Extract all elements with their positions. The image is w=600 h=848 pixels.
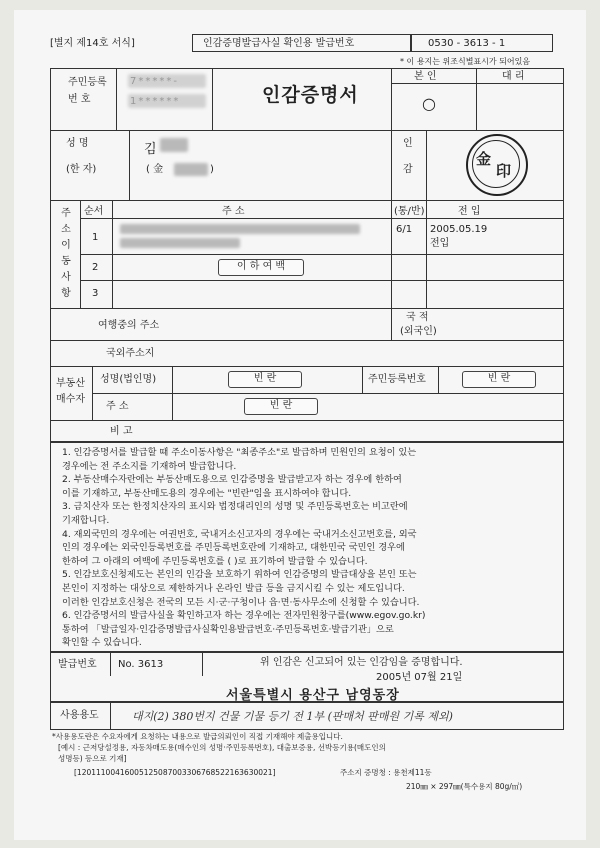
note-line: 이러한 인감보호신청은 전국의 모든 시·군·구청이나 읍·면·동사무소에 신청할 수 있습니다. [62, 596, 420, 608]
rrn-redaction [128, 74, 206, 88]
rrn-redaction [128, 94, 206, 108]
name-hanja-suffix: ) [210, 164, 214, 175]
issue-number-label: 발급번호 [58, 659, 97, 670]
buyer-address-label: 주 소 [106, 401, 129, 412]
note-line: 확인할 수 있습니다. [62, 637, 142, 649]
seal-stamp [466, 134, 528, 196]
address-row-1-ban: 6/1 [396, 224, 413, 235]
address-row-1-order: 1 [92, 232, 99, 243]
name-surname: 김 [144, 142, 157, 157]
rrn-label-line1: 주민등록 [68, 77, 107, 88]
nationality-label-2: (외국인) [400, 326, 437, 337]
remarks-label: 비 고 [110, 426, 133, 437]
certify-text: 위 인감은 신고되어 있는 인감임을 증명합니다. [260, 657, 463, 668]
issuer-office: 주소지 증명청 : 용천제11동 [340, 768, 432, 777]
seal-char-1: 金 [476, 150, 492, 168]
note-line: 2. 부동산매수자란에는 부동산매도용으로 인감증명을 발급받고자 하는 경우에 한하여 [62, 474, 402, 486]
address-row-1-move: 전입 [430, 238, 450, 249]
issue-number-value: No. 3613 [118, 659, 164, 670]
note-line: 인의 경우에는 외국인등록번호를 주민등록번호란에 기재하고, 대한민국 국민인 경우에 [62, 542, 405, 554]
address-redaction [120, 238, 240, 248]
issue-date: 2005년 07월 21일 [376, 672, 463, 683]
address-row-2-order: 2 [92, 262, 99, 273]
usage-value: 대지(2) 380번지 건물 기물 등기 전 1부 (판매처 판매원 기록 제외) [132, 710, 453, 723]
usage-footnote-1: *사용용도란은 수요자에게 요청하는 내용으로 발급의뢰인이 직접 기재해야 제출용입니다. [52, 732, 343, 741]
hanja-redaction [174, 163, 208, 176]
forgery-note: * 이 용지는 위조식별표시가 되어있음 [400, 57, 531, 66]
blank-below-stamp: 이 하 여 백 [218, 259, 304, 276]
form-label: [별지 제14호 서식] [50, 38, 135, 49]
seal-label-2: 감 [403, 164, 413, 175]
issue-title-box [192, 34, 411, 52]
note-line: 본인이 지정하는 대상으로 제한하거나 온라인 발급 등을 금지시킬 수 있는 제도입니다. [62, 582, 405, 594]
buyer-rrn-blank: 빈 란 [462, 371, 536, 388]
realestate-label-1: 부동산 [56, 378, 85, 389]
address-row-3-order: 3 [92, 288, 99, 299]
name-hanja-prefix: ( 金 [146, 164, 164, 175]
nationality-label-1: 국 적 [406, 312, 429, 323]
usage-footnote-2: [예시 : 근저당설정용, 자동차매도용(매수인의 성명·주민등록번호), 대출보증용, 선박등기용(매도인의 [58, 743, 386, 752]
name-label: 성 명 [66, 138, 89, 149]
usage-label: 사용용도 [60, 710, 99, 721]
address-row-1-date: 2005.05.19 [430, 224, 488, 235]
note-line: 1. 인감증명서를 발급할 때 주소이동사항은 "최종주소"로 발급하며 민원인의 요청이 있는 [62, 447, 417, 458]
note-line: 통하여 「발급일자·인감증명발급사실확인용발급번호·주민등록번호·발급기관」으로 [62, 623, 394, 635]
address-vertical-label: 주 소 이 동 사 항 [61, 208, 71, 299]
buyer-rrn-label: 주민등록번호 [368, 374, 426, 385]
realestate-label-2: 매수자 [56, 394, 85, 405]
abroad-label: 국외주소지 [106, 348, 155, 359]
travel-label: 여행중의 주소 [98, 320, 160, 331]
issue-title: 인감증명발급사실 확인용 발급번호 [203, 38, 355, 49]
document-title: 인감증명서 [262, 84, 359, 106]
rrn-label-line2: 번 호 [68, 94, 91, 105]
col-address: 주 소 [222, 206, 245, 217]
name-redaction [160, 138, 188, 152]
name-hanja-label: (한 자) [66, 164, 97, 175]
usage-footnote-3: 성명등) 등으로 기재] [58, 754, 127, 763]
issuing-authority: 서울특별시 용산구 남영동장 [226, 688, 400, 703]
principal-mark: ○ [422, 94, 436, 113]
seal-char-2: 印 [496, 162, 512, 180]
buyer-address-blank: 빈 란 [244, 398, 318, 415]
barcode-text: [12011100416005125087003306768522163630021] [74, 768, 276, 777]
note-line: 기재합니다. [62, 514, 110, 526]
notes-list [62, 446, 562, 650]
buyer-name-blank: 빈 란 [228, 371, 302, 388]
note-line: 경우에는 전 주소지를 기재하여 발급합니다. [62, 460, 237, 472]
principal-label: 본 인 [414, 71, 437, 82]
certificate-page [14, 10, 586, 840]
note-line: 6. 인감증명서의 발급사실을 확인하고자 하는 경우에는 전자민원창구를(www.egov.go.kr) [62, 610, 426, 622]
agent-label: 대 리 [502, 71, 525, 82]
seal-label-1: 인 [403, 138, 413, 149]
buyer-name-label: 성명(법인명) [100, 374, 157, 385]
col-ban: (통/반) [394, 206, 425, 217]
note-line: 4. 재외국민의 경우에는 여권번호, 국내거소신고자의 경우에는 국내거소신고번호를, 외국 [62, 528, 417, 540]
note-line: 3. 금치산자 또는 한정치산자의 표시와 법정대리인의 성명 및 주민등록번호는 비고란에 [62, 501, 408, 513]
paper-spec: 210㎜ × 297㎜(특수용지 80g/㎡) [406, 782, 523, 791]
note-line: 한하여 그 아래의 여백에 주민등록번호를 ( )로 표기하여 발급할 수 있습니다. [62, 555, 368, 567]
note-line: 이를 기재하고, 부동산매도용의 경우에는 "빈란"임을 표시하여야 합니다. [62, 487, 352, 499]
issue-number-box [411, 34, 553, 52]
issue-number: 0530 - 3613 - 1 [428, 38, 506, 49]
note-line: 5. 인감보호신청제도는 본인의 인감을 보호하기 위하여 인감증명의 발급대상을 본인 또는 [62, 569, 417, 581]
address-redaction [120, 224, 360, 234]
col-order: 순서 [84, 206, 104, 217]
col-move: 전 입 [458, 206, 481, 217]
